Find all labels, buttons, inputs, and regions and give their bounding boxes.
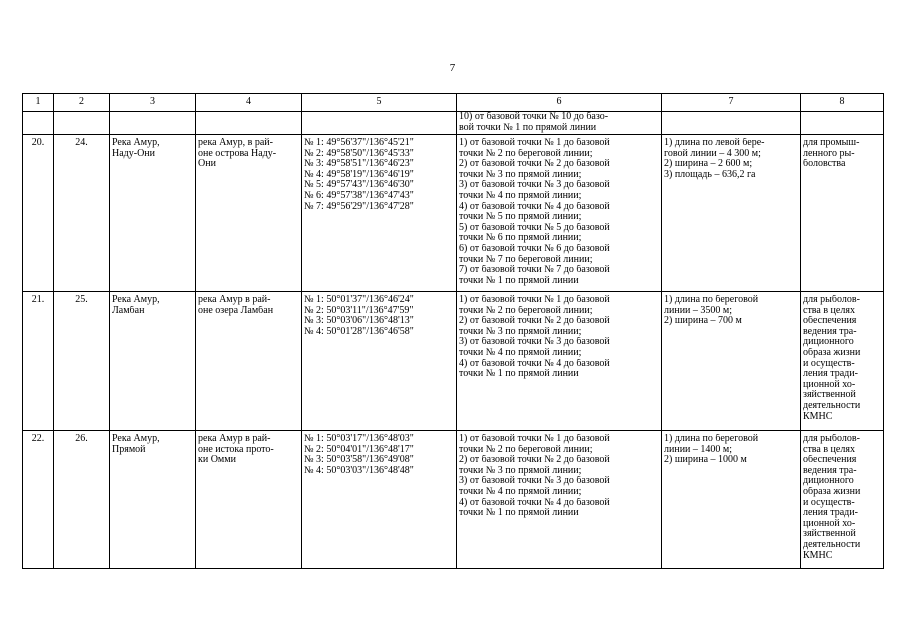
text-line: ведения тра- xyxy=(803,326,857,337)
text-line: 1) от базовой точки № 1 до базовой xyxy=(459,434,610,444)
dimensions-cell xyxy=(662,292,801,431)
text-line: 4) от базовой точки № 4 до базовой xyxy=(459,358,610,369)
table-row xyxy=(23,135,884,292)
text-line: река Амур, в рай- xyxy=(198,138,273,148)
purpose-cell xyxy=(801,292,884,431)
coordinates-cell xyxy=(302,431,457,569)
text-line: Прямой xyxy=(112,444,146,455)
text-line: обеспечения xyxy=(803,455,857,466)
text-line: 2) от базовой точки № 2 до базовой xyxy=(459,159,610,170)
text-line: линии – 1400 м; xyxy=(664,444,733,455)
text-line: ки Омми xyxy=(198,455,236,466)
table-row xyxy=(23,292,884,431)
text-line: ленного ры- xyxy=(803,148,855,159)
text-line: для рыболов- xyxy=(803,434,860,444)
boundary-description-cell xyxy=(457,292,662,431)
text-line: № 4: 50°03'03"/136°48'48" xyxy=(304,465,414,476)
text-line: 3) от базовой точки № 3 до базовой xyxy=(459,476,610,487)
text-line: № 1: 49°56'37"/136°45'21" xyxy=(304,138,414,148)
text-line: точки № 5 по прямой линии; xyxy=(459,212,582,223)
text-line: диционного xyxy=(803,476,854,487)
text-line: и осуществ- xyxy=(803,358,855,369)
header-row xyxy=(23,94,884,112)
text-line: Они xyxy=(198,159,216,170)
page-number: 7 xyxy=(449,62,456,74)
text-line: ления тради- xyxy=(803,508,858,519)
location-cell xyxy=(196,292,302,431)
location-cell xyxy=(196,135,302,292)
text-line: Наду-Они xyxy=(112,148,156,159)
area-name-cell xyxy=(110,431,196,569)
text-line: ства в целях xyxy=(803,305,855,316)
text-line: № 7: 49°56'29"/136°47'28" xyxy=(304,201,414,212)
text-line: 4) от базовой точки № 4 до базовой xyxy=(459,497,610,508)
purpose-cell xyxy=(801,135,884,292)
coordinates-cell xyxy=(302,135,457,292)
row-number: 22. xyxy=(23,431,54,569)
cell xyxy=(23,112,54,135)
text-line: вой точки № 1 по прямой линии xyxy=(459,122,597,133)
text-line: Река Амур, xyxy=(112,138,160,148)
text-line: зяйственной xyxy=(803,390,856,401)
column-header-4: 4 xyxy=(196,94,302,112)
text-line: № 2: 50°04'01"/136°48'17" xyxy=(304,444,414,455)
cell xyxy=(302,112,457,135)
text-line: 7) от базовой точки № 7 до базовой xyxy=(459,265,610,276)
text-line: линии – 3500 м; xyxy=(664,305,733,316)
text-line: № 1: 50°03'17"/136°48'03" xyxy=(304,434,414,444)
boundary-description-cell xyxy=(457,135,662,292)
text-line: № 6: 49°57'38"/136°47'43" xyxy=(304,190,414,201)
row-number: 21. xyxy=(23,292,54,431)
text-line: КМНС xyxy=(803,550,833,561)
text-line: говой линии – 4 300 м; xyxy=(664,148,761,159)
text-line: 2) от базовой точки № 2 до базовой xyxy=(459,316,610,327)
text-line: ционной хо- xyxy=(803,379,856,390)
text-line: Ламбан xyxy=(112,305,145,316)
text-line: Река Амур, xyxy=(112,434,160,444)
text-line: № 5: 49°57'43"/136°46'30" xyxy=(304,180,414,191)
text-line: точки № 1 по прямой линии xyxy=(459,508,579,519)
column-header-3: 3 xyxy=(110,94,196,112)
text-line: точки № 3 по прямой линии; xyxy=(459,169,582,180)
text-line: 3) от базовой точки № 3 до базовой xyxy=(459,337,610,348)
text-line: 2) от базовой точки № 2 до базовой xyxy=(459,455,610,466)
text-line: точки № 4 по прямой линии; xyxy=(459,190,582,201)
text-line: точки № 2 по береговой линии; xyxy=(459,148,593,159)
text-line: точки № 2 по береговой линии; xyxy=(459,305,593,316)
cell xyxy=(110,112,196,135)
text-line: 2) ширина – 700 м xyxy=(664,316,742,327)
text-line: 3) от базовой точки № 3 до базовой xyxy=(459,180,610,191)
text-line: 10) от базовой точки № 10 до базо- xyxy=(459,112,609,122)
table-row xyxy=(23,431,884,569)
text-line: № 3: 50°03'58"/136°49'08" xyxy=(304,455,414,466)
text-line: оне истока прото- xyxy=(198,444,274,455)
text-line: № 3: 49°58'51"/136°46'23" xyxy=(304,159,414,170)
text-line: точки № 4 по прямой линии; xyxy=(459,486,582,497)
cell xyxy=(54,112,110,135)
coordinates-cell xyxy=(302,292,457,431)
text-line: ционной хо- xyxy=(803,518,856,529)
text-line: точки № 1 по прямой линии xyxy=(459,369,579,380)
text-line: оне острова Наду- xyxy=(198,148,277,159)
text-line: 4) от базовой точки № 4 до базовой xyxy=(459,201,610,212)
text-line: № 2: 50°03'11"/136°47'59" xyxy=(304,305,414,316)
text-line: диционного xyxy=(803,337,854,348)
text-line: для рыболов- xyxy=(803,295,860,305)
text-line: зяйственной xyxy=(803,529,856,540)
boundary-description-cell xyxy=(457,431,662,569)
column-header-8: 8 xyxy=(801,94,884,112)
text-line: боловства xyxy=(803,159,846,170)
text-line: ведения тра- xyxy=(803,465,857,476)
text-line: и осуществ- xyxy=(803,497,855,508)
cell xyxy=(196,112,302,135)
row-number: 20. xyxy=(23,135,54,292)
text-line: 2) ширина – 1000 м xyxy=(664,455,747,466)
text-line: Река Амур, xyxy=(112,295,160,305)
text-line: точки № 3 по прямой линии; xyxy=(459,326,582,337)
purpose-cell xyxy=(801,431,884,569)
text-line: 5) от базовой точки № 5 до базовой xyxy=(459,222,610,233)
location-cell xyxy=(196,431,302,569)
text-line: 6) от базовой точки № 6 до базовой xyxy=(459,243,610,254)
text-line: точки № 3 по прямой линии; xyxy=(459,465,582,476)
text-line: точки № 4 по прямой линии; xyxy=(459,347,582,358)
text-line: № 4: 49°58'19"/136°46'19" xyxy=(304,169,414,180)
text-line: оне озера Ламбан xyxy=(198,305,274,316)
text-line: для промыш- xyxy=(803,138,860,148)
area-number: 26. xyxy=(54,431,110,569)
text-line: точки № 7 по береговой линии; xyxy=(459,254,593,265)
area-name-cell xyxy=(110,292,196,431)
column-header-7: 7 xyxy=(662,94,801,112)
text-line: № 2: 49°58'50"/136°45'33" xyxy=(304,148,414,159)
text-line: река Амур в рай- xyxy=(198,434,271,444)
text-line: 1) от базовой точки № 1 до базовой xyxy=(459,138,610,148)
text-line: ства в целях xyxy=(803,444,855,455)
text-line: 2) ширина – 2 600 м; xyxy=(664,159,753,170)
cell xyxy=(801,112,884,135)
text-line: 1) длина по береговой xyxy=(664,434,759,444)
column-header-2: 2 xyxy=(54,94,110,112)
text-line: ления тради- xyxy=(803,369,858,380)
dimensions-cell xyxy=(662,431,801,569)
text-line: точки № 6 по прямой линии; xyxy=(459,233,582,244)
text-line: образа жизни xyxy=(803,486,861,497)
text-line: деятельности xyxy=(803,539,861,550)
text-line: № 1: 50°01'37"/136°46'24" xyxy=(304,295,414,305)
cell xyxy=(662,112,801,135)
area-name-cell xyxy=(110,135,196,292)
column-header-5: 5 xyxy=(302,94,457,112)
fishing-areas-table xyxy=(22,93,884,569)
column-header-6: 6 xyxy=(457,94,662,112)
text-line: 1) длина по береговой xyxy=(664,295,759,305)
text-line: образа жизни xyxy=(803,347,861,358)
text-line: 3) площадь – 636,2 га xyxy=(664,169,756,180)
text-line: деятельности xyxy=(803,400,861,411)
column-header-1: 1 xyxy=(23,94,54,112)
text-line: точки № 1 по прямой линии xyxy=(459,275,579,286)
text-line: 1) от базовой точки № 1 до базовой xyxy=(459,295,610,305)
text-line: № 3: 50°03'06"/136°48'13" xyxy=(304,316,414,327)
boundary-description-cell xyxy=(457,112,662,135)
continuation-row xyxy=(23,112,884,135)
text-line: обеспечения xyxy=(803,316,857,327)
text-line: КМНС xyxy=(803,411,833,422)
dimensions-cell xyxy=(662,135,801,292)
text-line: 1) длина по левой бере- xyxy=(664,138,765,148)
text-line: река Амур в рай- xyxy=(198,295,271,305)
area-number: 24. xyxy=(54,135,110,292)
text-line: № 4: 50°01'28"/136°46'58" xyxy=(304,326,414,337)
area-number: 25. xyxy=(54,292,110,431)
text-line: точки № 2 по береговой линии; xyxy=(459,444,593,455)
